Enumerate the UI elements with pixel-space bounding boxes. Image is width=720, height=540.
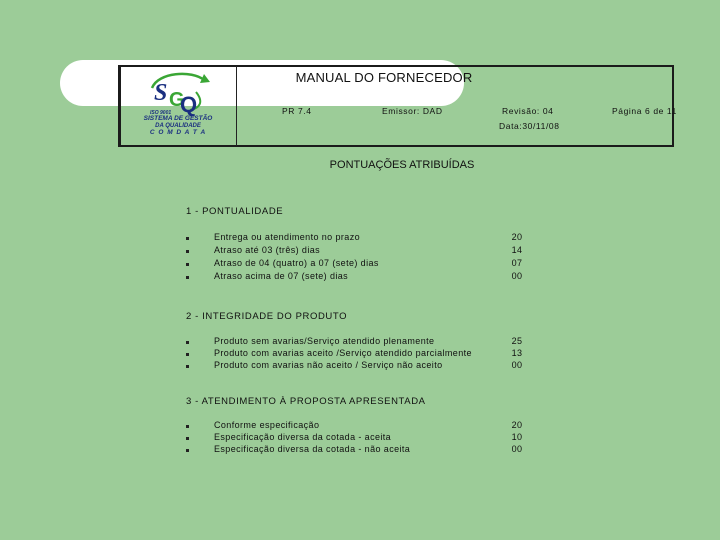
item-label: Produto com avarias aceito /Serviço atendido parcialmente	[214, 348, 472, 358]
bullet-icon	[186, 425, 189, 428]
logo-line-3: C O M D A T A	[149, 129, 207, 136]
item-label: Produto com avarias não aceito / Serviço não aceito	[214, 360, 443, 370]
bullet-icon	[186, 250, 189, 253]
item-points: 25	[511, 336, 523, 346]
header-border-bottom	[118, 145, 674, 147]
document-date: Data:30/11/08	[499, 121, 560, 131]
item-label: Atraso acima de 07 (sete) dias	[214, 271, 349, 281]
item-label: Atraso de 04 (quatro) a 07 (sete) dias	[214, 258, 379, 268]
item-label: Especificação diversa da cotada - não aceita	[214, 444, 411, 454]
header-border-top	[118, 65, 674, 67]
item-points: 07	[511, 258, 523, 268]
document-code: PR 7.4	[282, 106, 312, 116]
document-revision: Revisão: 04	[502, 106, 554, 116]
item-points: 20	[511, 232, 523, 242]
item-points: 20	[511, 420, 523, 430]
header-border-left	[118, 65, 121, 147]
logo-line-2: DA QUALIDADE	[155, 123, 201, 129]
list-item	[186, 444, 526, 457]
bullet-icon	[186, 237, 189, 240]
bullet-icon	[186, 353, 189, 356]
logo-iso-label: ISO 9001	[150, 110, 172, 116]
item-label: Conforme especificação	[214, 420, 320, 430]
svg-text:G: G	[169, 89, 185, 111]
svg-text:Q: Q	[180, 92, 198, 117]
item-label: Especificação diversa da cotada - aceita	[214, 432, 392, 442]
document-page-number: Página 6 de 11	[612, 106, 677, 116]
logo-line-1: SISTEMA DE GESTÃO	[143, 115, 213, 122]
bullet-icon	[186, 365, 189, 368]
item-points: 13	[511, 348, 523, 358]
document-title: MANUAL DO FORNECEDOR	[295, 70, 473, 85]
item-points: 10	[511, 432, 523, 442]
section-heading-integrity: 2 - INTEGRIDADE DO PRODUTO	[186, 311, 348, 322]
item-points: 00	[511, 271, 523, 281]
list-item	[186, 258, 526, 271]
page-title: PONTUAÇÕES ATRIBUÍDAS	[329, 159, 475, 171]
list-item	[186, 245, 526, 258]
list-item	[186, 232, 526, 245]
item-points: 00	[511, 360, 523, 370]
header-logo-divider	[236, 66, 237, 146]
bullet-icon	[186, 341, 189, 344]
item-points: 14	[511, 245, 523, 255]
item-label: Atraso até 03 (três) dias	[214, 245, 321, 255]
bullet-icon	[186, 437, 189, 440]
svg-text:S: S	[154, 80, 168, 106]
item-label: Produto sem avarias/Serviço atendido plenamente	[214, 336, 435, 346]
section-heading-punctuality: 1 - PONTUALIDADE	[186, 206, 284, 217]
list-item	[186, 360, 526, 373]
document-issuer: Emissor: DAD	[382, 106, 443, 116]
list-item	[186, 271, 526, 284]
bullet-icon	[186, 263, 189, 266]
bullet-icon	[186, 449, 189, 452]
item-points: 00	[511, 444, 523, 454]
section-heading-proposal: 3 - ATENDIMENTO À PROPOSTA APRESENTADA	[186, 396, 426, 407]
bullet-icon	[186, 276, 189, 279]
item-label: Entrega ou atendimento no prazo	[214, 232, 360, 242]
